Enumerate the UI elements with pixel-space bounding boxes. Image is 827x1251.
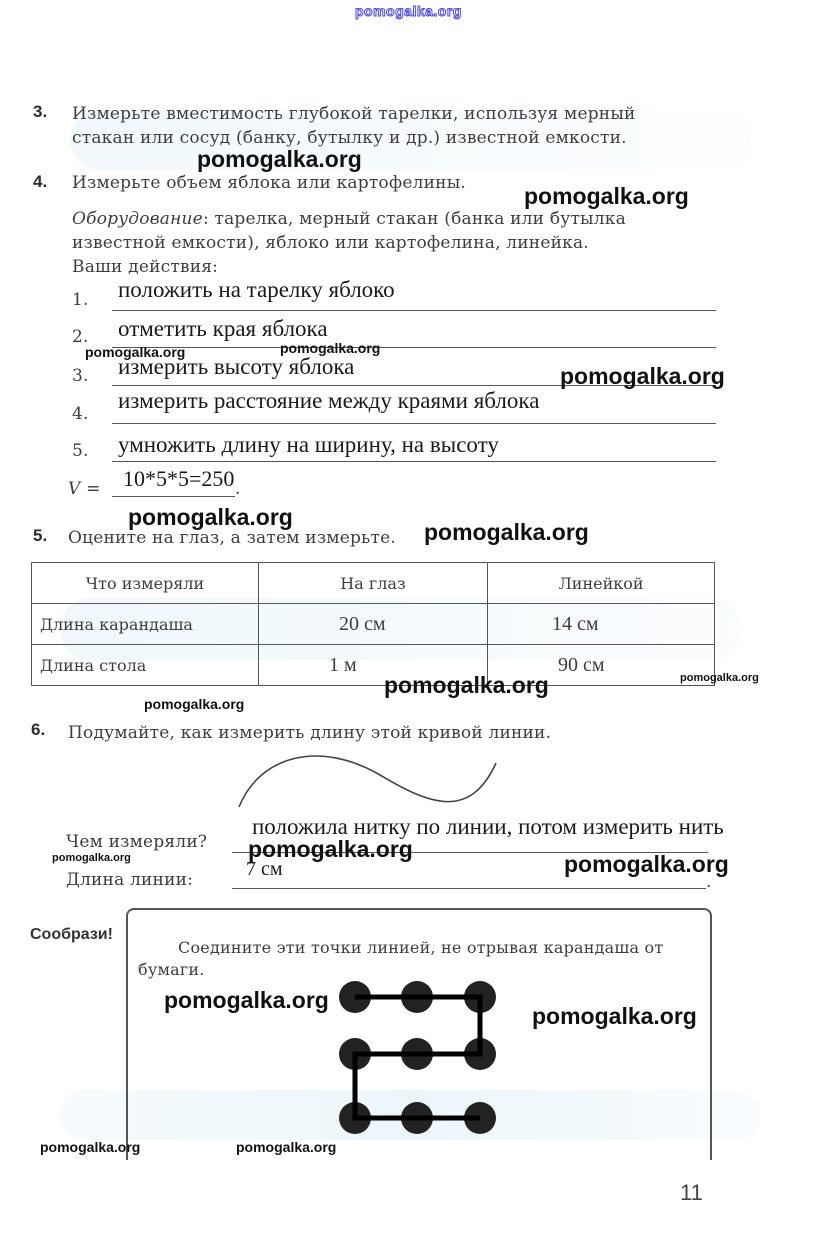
table-cell-ruler: 14 см	[488, 604, 715, 645]
task4-equipment-line2: известной емкости), яблоко или картофелина, линейка.	[72, 233, 589, 253]
answer-line	[112, 423, 716, 424]
equipment-text: : тарелка, мерный стакан (банка или бутылка	[202, 209, 626, 229]
watermark: pomogalka.org	[280, 340, 381, 356]
answer-line	[112, 347, 716, 348]
watermark: pomogalka.org	[532, 1003, 697, 1029]
table-cell-eye: 20 см	[259, 604, 488, 645]
curve-line	[230, 745, 510, 820]
step-number: 1.	[72, 290, 89, 310]
watermark: pomogalka.org	[524, 183, 689, 209]
answer-line	[112, 496, 235, 497]
task5-number: 5.	[33, 526, 48, 545]
watermark: pomogalka.org	[144, 696, 245, 712]
q2-label: Длина линии:	[66, 870, 194, 890]
task3-text-line2: стакан или сосуд (банку, бутылку и др.) известной емкости.	[72, 128, 627, 148]
task4-title: Измерьте объем яблока или картофелины.	[72, 173, 467, 193]
watermark: pomogalka.org	[52, 852, 131, 864]
answer-line	[232, 888, 706, 889]
answer-line	[112, 310, 716, 311]
q1-answer: положила нитку по линии, потом измерить нить	[252, 814, 724, 839]
table-header: Линейкой	[488, 563, 715, 604]
task3-number: 3.	[33, 102, 48, 121]
watermark: pomogalka.org	[40, 1139, 141, 1155]
puzzle-label: Сообрази!	[30, 926, 113, 943]
table-header: Что измеряли	[32, 563, 259, 604]
volume-end: .	[235, 479, 241, 499]
watermark: pomogalka.org	[197, 146, 362, 172]
step-answer: умножить длину на ширину, на высоту	[118, 432, 499, 457]
watermark: pomogalka.org	[680, 672, 759, 684]
q2-end: .	[706, 872, 712, 892]
step-number: 2.	[72, 327, 89, 347]
task4-actions-label: Ваши действия:	[72, 257, 219, 277]
puzzle-text-line1: Соедините эти точки линией, не отрывая карандаша от	[178, 938, 664, 957]
watermark: pomogalka.org	[128, 504, 293, 530]
watermark: pomogalka.org	[236, 1139, 337, 1155]
table-row	[32, 645, 715, 686]
volume-answer: 10*5*5=250	[123, 466, 235, 491]
step-number: 5.	[72, 441, 89, 461]
step-answer: отметить края яблока	[118, 316, 328, 341]
step-number: 3.	[72, 366, 89, 386]
task6-number: 6.	[31, 720, 46, 739]
watermark: pomogalka.org	[424, 519, 589, 545]
step-number: 4.	[72, 404, 89, 424]
task4-equipment-line1	[72, 208, 626, 231]
table-header-row	[32, 563, 715, 604]
answer-line	[112, 461, 716, 462]
watermark: pomogalka.org	[85, 344, 186, 360]
measure-table	[31, 562, 715, 686]
watermark: pomogalka.org	[560, 363, 725, 389]
table-cell-ruler: 90 см	[488, 645, 715, 686]
dot-grid-puzzle	[330, 975, 510, 1145]
task3-text-line1: Измерьте вместимость глубокой тарелки, используя мерный	[72, 104, 636, 124]
table-header: На глаз	[259, 563, 488, 604]
q1-label: Чем измеряли?	[66, 832, 208, 852]
step-answer: положить на тарелку яблоко	[118, 277, 395, 302]
puzzle-text-line2: бумаги.	[138, 960, 205, 979]
volume-label: V =	[68, 479, 101, 499]
task6-text: Подумайте, как измерить длину этой кривой линии.	[68, 723, 552, 743]
task5-text: Оцените на глаз, а затем измерьте.	[68, 528, 396, 548]
watermark: pomogalka.org	[164, 987, 329, 1013]
table-cell-what: Длина стола	[32, 645, 259, 686]
watermark: pomogalka.org	[384, 672, 549, 698]
table-cell-what: Длина карандаша	[32, 604, 259, 645]
header-watermark: pomogalka.org	[355, 3, 462, 19]
table-cell-eye: 1 м	[259, 645, 488, 686]
watermark: pomogalka.org	[564, 851, 729, 877]
table-row	[32, 604, 715, 645]
task4-number: 4.	[33, 172, 48, 191]
equipment-label: Оборудование	[72, 209, 203, 229]
page-number: 11	[680, 1180, 703, 1205]
step-answer: измерить расстояние между краями яблока	[118, 388, 540, 413]
q2-answer: 7 см	[246, 858, 283, 880]
watermark: pomogalka.org	[248, 836, 413, 862]
step-answer: измерить высоту яблока	[118, 354, 355, 379]
